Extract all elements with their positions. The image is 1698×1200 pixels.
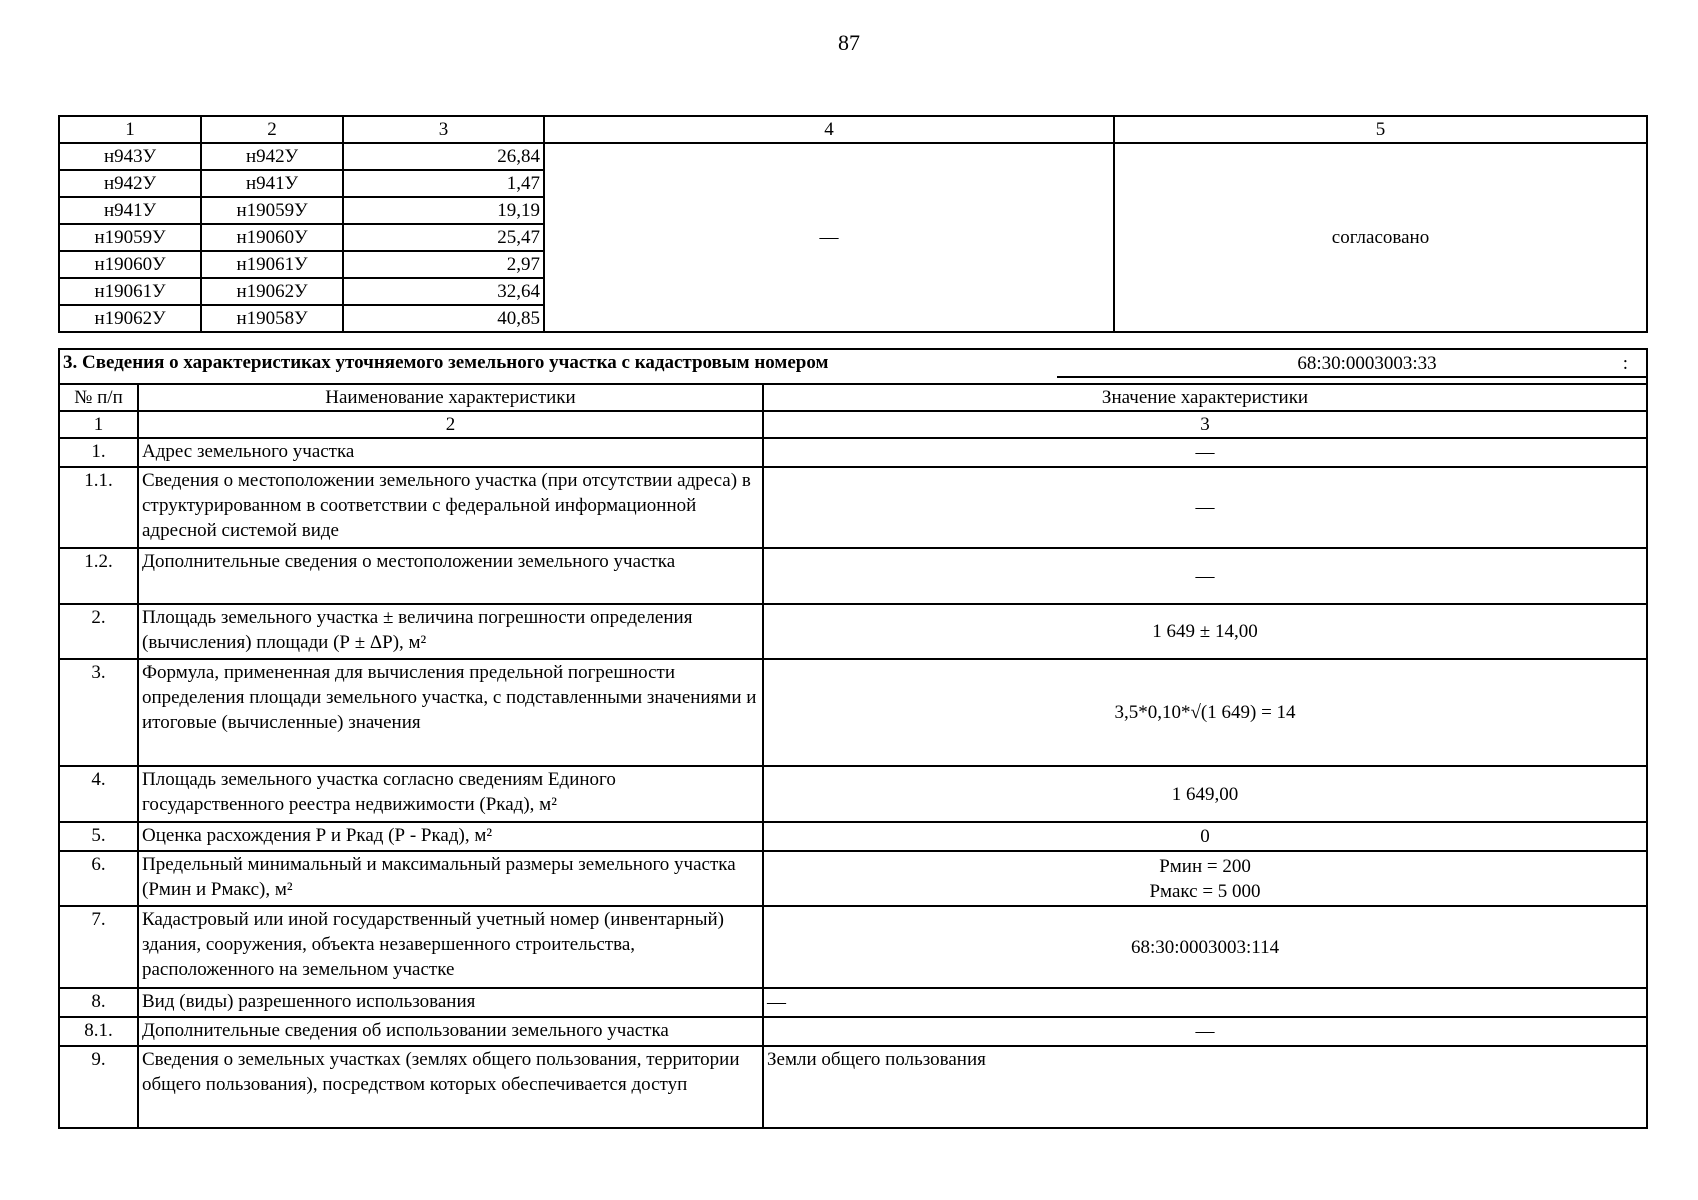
point-to: н19058У [201, 305, 343, 332]
segment-length: 19,19 [343, 197, 544, 224]
segment-length: 1,47 [343, 170, 544, 197]
row-number: 2. [59, 604, 138, 659]
row-name: Кадастровый или иной государственный учетный номер (инвентарный) здания, сооружения, объекта незавершенного строительства, расположенного на земельном участке [138, 906, 763, 988]
table-row [59, 851, 1647, 906]
point-to: н19059У [201, 197, 343, 224]
segments-header-cell: 5 [1114, 116, 1647, 143]
row-value: 1 649,00 [763, 766, 1647, 822]
column-number: 1 [59, 411, 138, 438]
segments-col5-value: согласовано [1114, 143, 1647, 332]
point-from: н19060У [59, 251, 201, 278]
section-title: 3. Сведения о характеристиках уточняемого земельного участка с кадастровым номером [63, 352, 829, 373]
row-value: 3,5*0,10*√(1 649) = 14 [763, 659, 1647, 766]
segment-length: 25,47 [343, 224, 544, 251]
segment-length: 2,97 [343, 251, 544, 278]
row-number: 1. [59, 438, 138, 467]
row-value: — [763, 438, 1647, 467]
point-from: н19059У [59, 224, 201, 251]
segments-header-cell: 4 [544, 116, 1114, 143]
row-value: — [763, 548, 1647, 604]
segments-header-row [59, 116, 1647, 143]
segment-length: 40,85 [343, 305, 544, 332]
point-to: н19061У [201, 251, 343, 278]
table-row [59, 548, 1647, 604]
header-num: № п/п [59, 384, 138, 411]
row-value: 0 [763, 822, 1647, 851]
row-number: 1.2. [59, 548, 138, 604]
section-title-cell [59, 349, 1647, 384]
segments-header-cell: 2 [201, 116, 343, 143]
point-from: н942У [59, 170, 201, 197]
row-number: 6. [59, 851, 138, 906]
row-name: Дополнительные сведения о местоположении земельного участка [138, 548, 763, 604]
header-name: Наименование характеристики [138, 384, 763, 411]
table-row [59, 438, 1647, 467]
row-value: 1 649 ± 14,00 [763, 604, 1647, 659]
segment-length: 32,64 [343, 278, 544, 305]
row-name: Вид (виды) разрешенного использования [138, 988, 763, 1017]
row-value-max: Рмакс = 5 000 [1149, 880, 1261, 902]
section-title-row [59, 349, 1647, 384]
table-row [59, 766, 1647, 822]
row-name: Адрес земельного участка [138, 438, 763, 467]
characteristics-table [58, 348, 1648, 1129]
row-number: 9. [59, 1046, 138, 1128]
point-to: н19062У [201, 278, 343, 305]
row-name: Сведения о местоположении земельного участка (при отсутствии адреса) в структурированном в соответствии с федеральной информационной адресной системой виде [138, 467, 763, 548]
segments-header-cell: 1 [59, 116, 201, 143]
row-name: Сведения о земельных участках (землях общего пользования, территории общего пользования), посредством которых обеспечивается доступ [138, 1046, 763, 1128]
row-value: — [763, 1017, 1647, 1046]
row-number: 7. [59, 906, 138, 988]
table-row [59, 604, 1647, 659]
table-row [59, 906, 1647, 988]
row-value: — [763, 467, 1647, 548]
row-number: 1.1. [59, 467, 138, 548]
point-to: н19060У [201, 224, 343, 251]
row-value [763, 851, 1647, 906]
point-from: н943У [59, 143, 201, 170]
row-number: 8. [59, 988, 138, 1017]
row-number: 8.1. [59, 1017, 138, 1046]
point-from: н941У [59, 197, 201, 224]
title-colon: : [1622, 353, 1629, 374]
table-row [59, 659, 1647, 766]
point-to: н941У [201, 170, 343, 197]
cadastral-number: 68:30:0003003:33 [1057, 350, 1647, 378]
column-number: 3 [763, 411, 1647, 438]
column-numbers-row [59, 411, 1647, 438]
row-value-min: Рмин = 200 [1159, 855, 1251, 877]
row-name: Площадь земельного участка согласно сведениям Единого государственного реестра недвижимости (Ркад), м² [138, 766, 763, 822]
point-from: н19062У [59, 305, 201, 332]
row-number: 3. [59, 659, 138, 766]
table-row [59, 1017, 1647, 1046]
segments-table [58, 115, 1648, 333]
row-number: 5. [59, 822, 138, 851]
table-row [59, 467, 1647, 548]
segments-header-cell: 3 [343, 116, 544, 143]
page-number: 87 [838, 30, 860, 55]
table-row [59, 822, 1647, 851]
column-number: 2 [138, 411, 763, 438]
segment-length: 26,84 [343, 143, 544, 170]
segments-col4-value: — [544, 143, 1114, 332]
header-value: Значение характеристики [763, 384, 1647, 411]
row-name: Предельный минимальный и максимальный размеры земельного участка (Рмин и Рмакс), м² [138, 851, 763, 906]
table-row [59, 143, 1647, 170]
row-value: Земли общего пользования [763, 1046, 1647, 1128]
point-from: н19061У [59, 278, 201, 305]
row-value: — [763, 988, 1647, 1017]
row-name: Оценка расхождения Р и Ркад (Р - Ркад), м² [138, 822, 763, 851]
row-number: 4. [59, 766, 138, 822]
row-name: Формула, примененная для вычисления предельной погрешности определения площади земельного участка, с подставленными значениями и итоговые (вычисленные) значения [138, 659, 763, 766]
characteristics-header-row [59, 384, 1647, 411]
table-row [59, 1046, 1647, 1128]
point-to: н942У [201, 143, 343, 170]
row-value: 68:30:0003003:114 [763, 906, 1647, 988]
row-name: Дополнительные сведения об использовании земельного участка [138, 1017, 763, 1046]
row-name: Площадь земельного участка ± величина погрешности определения (вычисления) площади (Р ± ΔР), м² [138, 604, 763, 659]
table-row [59, 988, 1647, 1017]
